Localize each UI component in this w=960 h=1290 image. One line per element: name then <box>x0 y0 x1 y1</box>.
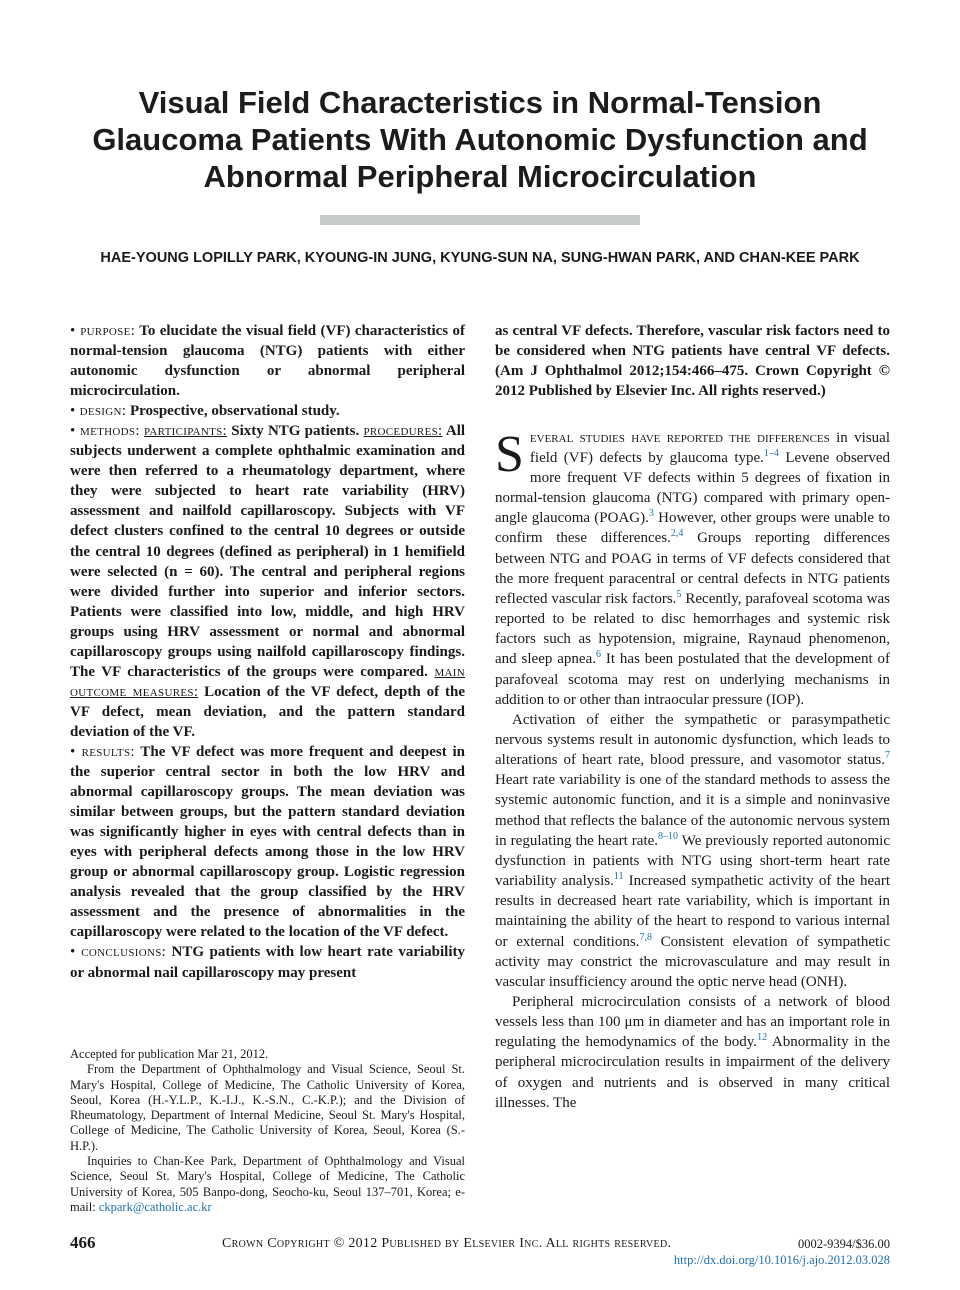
citation-ref[interactable]: 8–10 <box>658 830 679 842</box>
citation-ref[interactable]: 11 <box>613 871 624 883</box>
inquiries-text: Inquiries to Chan-Kee Park, Department of Ophthalmology and Visual Science, Seoul St. Mary's Hospital, College of Medicine, The Catholic University of Korea, 505 Banpo-dong, Seocho-ku, Seoul 137–701, Korea; e-mail: <box>70 1154 465 1214</box>
body-text <box>495 425 891 1113</box>
abstract-conclusions <box>70 942 465 982</box>
abstract-results <box>70 742 465 942</box>
citation-ref[interactable]: 2,4 <box>670 528 684 540</box>
purpose-text: To elucidate the visual field (VF) characteristics of normal-tension glaucoma (NTG) patients with either autonomic dysfunction or abnormal peripheral microcirculation. <box>70 323 466 400</box>
citation-ref[interactable]: 7,8 <box>639 931 652 943</box>
conclusions-text: NTG patients with low heart rate variability or abnormal nail capillaroscopy may present <box>70 944 465 981</box>
citation-ref[interactable]: 1–4 <box>763 447 779 459</box>
participants-text: Sixty NTG patients. <box>231 423 360 440</box>
conclusions-continued: as central VF defects. Therefore, vascular risk factors need to be considered when NTG patients have central VF defects. <box>495 323 890 360</box>
purpose-label: • purpose: <box>70 323 136 339</box>
affiliation-note: From the Department of Ophthalmology and Visual Science, Seoul St. Mary's Hospital, College of Medicine, The Catholic University of Korea, Seoul, Korea (H.-Y.L.P., K.-I.J., K.-S.N., C.-K.P.); and the Division of Rheumatology, Department of Internal Medicine, Seoul St. Mary's Hospital, College of Medicine, The Catholic University of Korea, Seoul, Korea (S.-H.P.). <box>70 1062 465 1153</box>
results-label: • results: <box>70 743 135 760</box>
footer-issn: 0002-9394/$36.00 <box>797 1237 890 1251</box>
drop-cap: S <box>495 425 524 483</box>
email-link[interactable]: ckpark@catholic.ac.kr <box>98 1199 212 1214</box>
lead-in: everal studies have reported the differences <box>529 429 830 446</box>
outcome-label: main outcome measures: <box>70 663 466 700</box>
right-column <box>495 321 890 1113</box>
design-label: • design: <box>70 403 127 420</box>
outcome-text: Location of the VF defect, depth of the VF defect, mean deviation, and the pattern standard deviation of the VF. <box>70 683 465 740</box>
abstract-purpose <box>70 321 465 401</box>
accepted-note: Accepted for publication Mar 21, 2012. <box>70 1047 269 1061</box>
procedures-text: All subjects underwent a complete ophthalmic examination and were then referred to a rheumatology department, where they were subjected to heart rate variability (HRV) assessment and nailfold capillaroscopy. Subjects with VF defect clusters confined to the central 10 degrees or outside the central 10 degrees (defined as peripheral) in 1 hemifield were selected (n = 60). The central and peripheral regions were divided further into superior and inferior sectors. Patients were classified into low, middle, and high HRV groups using HRV assessment or normal and abnormal capillaroscopy groups using nailfold capillaroscopy findings. The VF characteristics of the groups were compared. <box>70 423 466 680</box>
citation-ref[interactable]: 5 <box>676 588 682 600</box>
citation-line: (Am J Ophthalmol 2012;154:466–475. Crown Copyright © 2012 Published by Elsevier Inc. All rights reserved.) <box>495 363 890 400</box>
page-number: 466 <box>70 1233 96 1252</box>
author-list: HAE-YOUNG LOPILLY PARK, KYOUNG-IN JUNG, KYUNG-SUN NA, SUNG-HWAN PARK, AND CHAN-KEE PARK <box>100 250 860 266</box>
left-column <box>70 321 465 983</box>
citation-ref[interactable]: 12 <box>757 1032 768 1044</box>
results-text: The VF defect was more frequent and deepest in the superior central sector in both the low HRV and abnormal capillaroscopy groups. The mean deviation was similar between groups, but the pattern standard deviation was significantly higher in eyes with central defects than in eyes with peripheral defects among those in the low HRV group or abnormal capillaroscopy group. Logistic regression analysis revealed that the group classified by the HRV assessment and the presence of abnormalities in the capillaroscopy were related to the location of the VF defect. <box>70 743 465 941</box>
citation-ref[interactable]: 6 <box>595 649 601 661</box>
article-title: Visual Field Characteristics in Normal-Tension Glaucoma Patients With Autonomic Dysfunction and Abnormal Peripheral Microcirculation <box>92 85 868 194</box>
body-paragraph-1: Several studies have reported the differences in visual field (VF) defects by glaucoma type.$^{1-4}$ Levene observed more frequent VF defects within 5 degrees of fixation in normal-tension glaucoma (NTG) compared with primary open-angle glaucoma (POAG).$^3$ However, other groups were unable to confirm these differences.$^{2,4}$ Groups reporting differences between NTG and POAG in terms of VF defects considered that the more frequent paracentral or central defects in NTG patients reflected vascular risk factors.$^5$ Recently, parafoveal scotoma was reported to be related to disc hemorrhages and systemic risk factors such as hypotension, migraine, Raynaud phenomenon, and sleep apnea.$^6$ It has been postulated that the development of parafoveal scotoma may rest on underlying mechanisms in addition to or other than intraocular pressure (IOP). <box>495 425 891 708</box>
procedures-label: procedures: <box>363 423 443 440</box>
footnotes <box>70 1047 465 1215</box>
participants-label: participants: <box>144 423 228 440</box>
citation-ref[interactable]: 7 <box>885 750 890 762</box>
design-text: Prospective, observational study. <box>129 403 340 420</box>
abstract-methods <box>70 421 465 742</box>
doi-link[interactable]: http://dx.doi.org/10.1016/j.ajo.2012.03.028 <box>673 1253 890 1267</box>
abstract <box>70 321 465 983</box>
conclusions-label: • conclusions: <box>70 944 167 961</box>
abstract-continuation <box>495 321 890 402</box>
body-paragraph-3: Peripheral microcirculation consists of a network of blood vessels less than 100 μm in diameter and has an important role in regulating the hemodynamics of the body.$^{12}$ Abnormality in the peripheral microcirculation results in impairment of the delivery of oxygen and nutrients and is observed in many critical illnesses. The <box>495 994 890 1111</box>
body-paragraph-2: Activation of either the sympathetic or parasympathetic nervous systems result in autonomic dysfunction, which leads to alterations of heart rate, blood pressure, and vasomotor status.$^7$ Heart rate variability is one of the standard methods to assess the systemic autonomic function, and it is a simple and noninvasive method that reflects the balance of the autonomic nervous system in regulating the heart rate.$^{8-10}$ We previously reported autonomic dysfunction in patients with NTG using short-term heart rate variability analysis.$^{11}$ Increased sympathetic activity of the heart results in decreased heart rate variability, which is important in maintaining the ability of the heart to respond to various internal or external conditions.$^{7,8}$ Consistent elevation of sympathetic activity may constrict the microvasculature and may result in vascular insufficiency around the optic nerve head (ONH). <box>495 711 890 990</box>
abstract-design <box>70 401 465 421</box>
footer-copyright: Crown Copyright © 2012 Published by Elsevier Inc. All rights reserved. <box>222 1236 672 1251</box>
inquiries-note <box>70 1154 465 1215</box>
citation-ref[interactable]: 3 <box>648 508 654 520</box>
methods-label: • methods: <box>70 423 140 440</box>
title-divider <box>320 215 640 225</box>
